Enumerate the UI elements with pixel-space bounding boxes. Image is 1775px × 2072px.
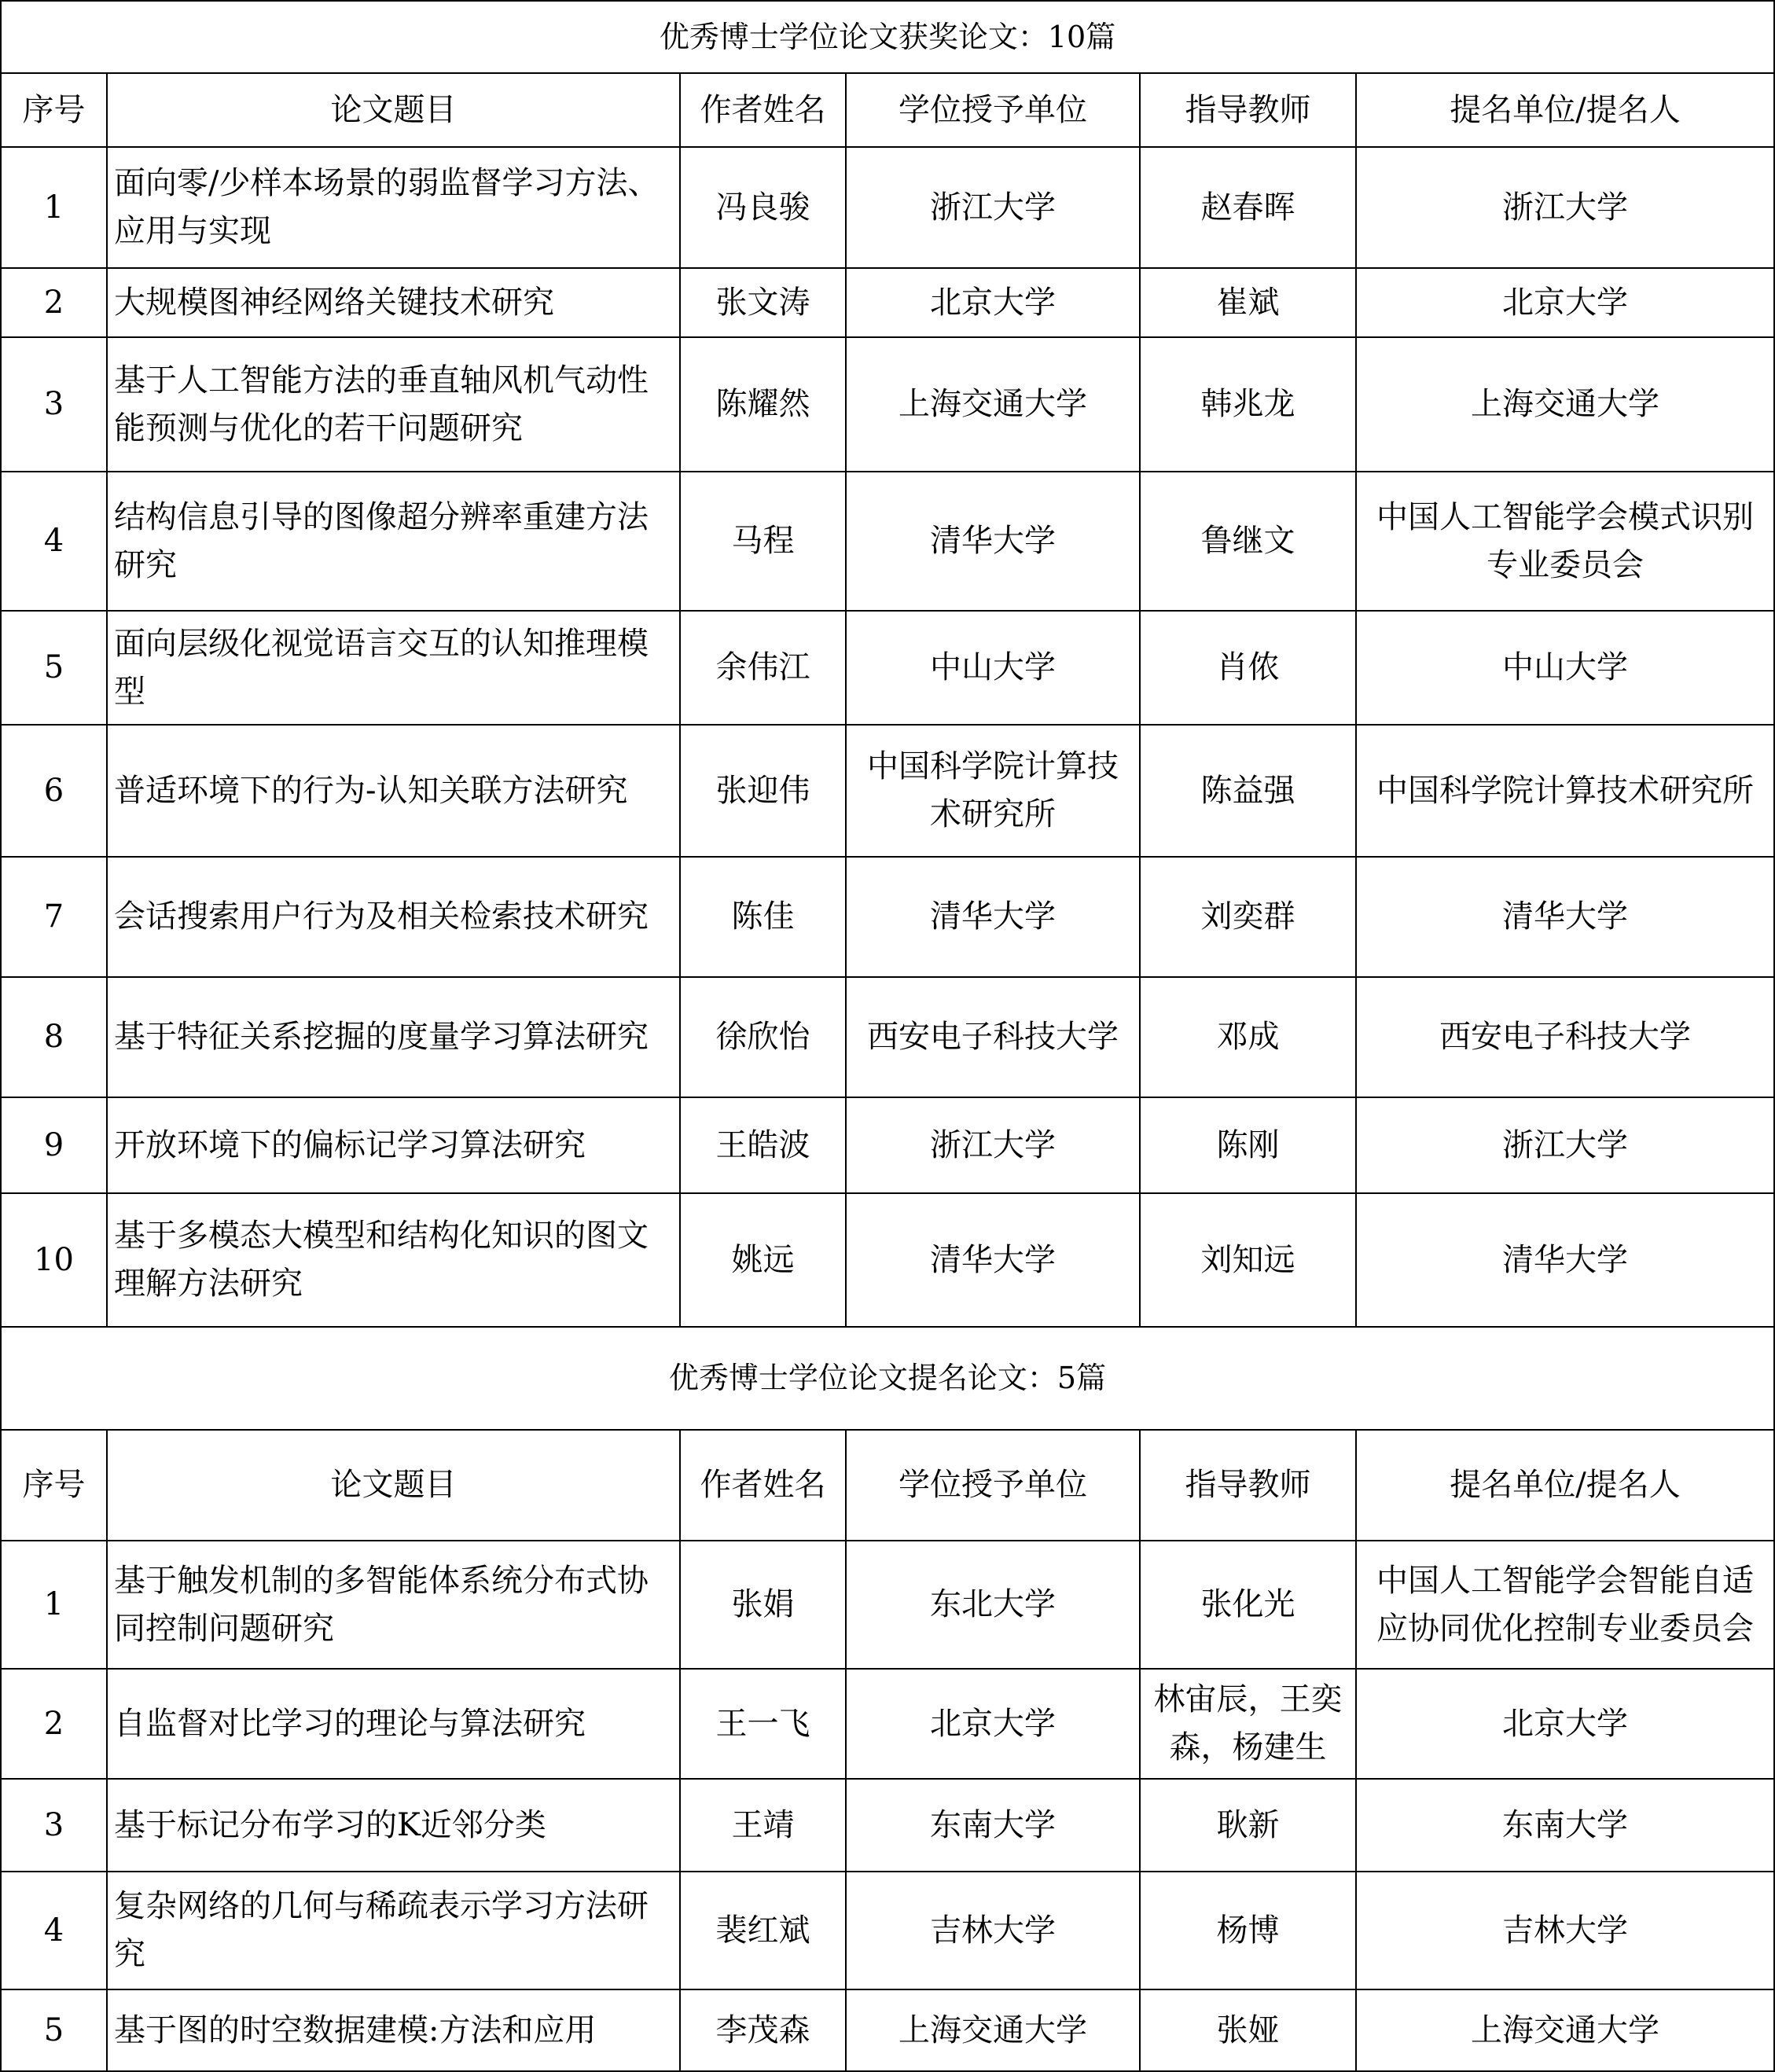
header-author: 作者姓名	[680, 1430, 846, 1541]
row-no: 8	[1, 977, 107, 1097]
header-nominator: 提名单位/提名人	[1356, 1430, 1774, 1541]
header-advisor: 指导教师	[1140, 73, 1356, 147]
section-title: 优秀博士学位论文获奖论文：10篇	[1, 1, 1774, 73]
row-institution: 浙江大学	[846, 1097, 1140, 1193]
row-author: 李茂森	[680, 1989, 846, 2071]
table-row	[1, 1541, 1774, 1669]
row-no: 2	[1, 268, 107, 337]
row-no: 5	[1, 611, 107, 725]
row-institution: 上海交通大学	[846, 1989, 1140, 2071]
row-advisor: 张娅	[1140, 1989, 1356, 2071]
row-nominator: 清华大学	[1356, 857, 1774, 977]
row-author: 王一飞	[680, 1669, 846, 1779]
row-institution: 清华大学	[846, 1193, 1140, 1327]
section-title: 优秀博士学位论文提名论文：5篇	[1, 1327, 1774, 1430]
table-row	[1, 1193, 1774, 1327]
header-author: 作者姓名	[680, 73, 846, 147]
row-no: 10	[1, 1193, 107, 1327]
row-title: 自监督对比学习的理论与算法研究	[107, 1669, 680, 1779]
row-nominator: 上海交通大学	[1356, 337, 1774, 472]
row-title: 普适环境下的行为-认知关联方法研究	[107, 725, 680, 857]
row-nominator: 西安电子科技大学	[1356, 977, 1774, 1097]
row-author: 张文涛	[680, 268, 846, 337]
row-advisor: 耿新	[1140, 1779, 1356, 1872]
row-no: 7	[1, 857, 107, 977]
table-row	[1, 147, 1774, 268]
table-row	[1, 1989, 1774, 2071]
row-title: 基于多模态大模型和结构化知识的图文理解方法研究	[107, 1193, 680, 1327]
row-nominator: 上海交通大学	[1356, 1989, 1774, 2071]
table-row	[1, 268, 1774, 337]
row-author: 余伟江	[680, 611, 846, 725]
row-title: 基于图的时空数据建模:方法和应用	[107, 1989, 680, 2071]
row-nominator: 吉林大学	[1356, 1872, 1774, 1989]
row-title: 结构信息引导的图像超分辨率重建方法研究	[107, 472, 680, 611]
row-advisor: 刘知远	[1140, 1193, 1356, 1327]
row-author: 张迎伟	[680, 725, 846, 857]
row-nominator: 北京大学	[1356, 1669, 1774, 1779]
table-row	[1, 1872, 1774, 1989]
table-row	[1, 857, 1774, 977]
table-row	[1, 337, 1774, 472]
header-institution: 学位授予单位	[846, 73, 1140, 147]
row-title: 面向零/少样本场景的弱监督学习方法、应用与实现	[107, 147, 680, 268]
row-institution: 上海交通大学	[846, 337, 1140, 472]
row-title: 基于人工智能方法的垂直轴风机气动性能预测与优化的若干问题研究	[107, 337, 680, 472]
row-nominator: 清华大学	[1356, 1193, 1774, 1327]
table-row	[1, 472, 1774, 611]
row-author: 陈耀然	[680, 337, 846, 472]
table-row	[1, 1097, 1774, 1193]
row-no: 4	[1, 1872, 107, 1989]
header-nominator: 提名单位/提名人	[1356, 73, 1774, 147]
section-title-row	[1, 1327, 1774, 1430]
row-nominator: 浙江大学	[1356, 147, 1774, 268]
row-institution: 清华大学	[846, 857, 1140, 977]
row-title: 基于标记分布学习的K近邻分类	[107, 1779, 680, 1872]
row-no: 3	[1, 337, 107, 472]
row-institution: 中山大学	[846, 611, 1140, 725]
row-nominator: 中山大学	[1356, 611, 1774, 725]
row-no: 5	[1, 1989, 107, 2071]
row-institution: 北京大学	[846, 1669, 1140, 1779]
row-no: 1	[1, 147, 107, 268]
table-row	[1, 977, 1774, 1097]
row-no: 3	[1, 1779, 107, 1872]
row-advisor: 陈刚	[1140, 1097, 1356, 1193]
row-institution: 浙江大学	[846, 147, 1140, 268]
table-row	[1, 1669, 1774, 1779]
row-nominator: 中国科学院计算技术研究所	[1356, 725, 1774, 857]
header-title: 论文题目	[107, 73, 680, 147]
table-header-row	[1, 1430, 1774, 1541]
row-author: 冯良骏	[680, 147, 846, 268]
row-author: 徐欣怡	[680, 977, 846, 1097]
row-nominator: 中国人工智能学会智能自适应协同优化控制专业委员会	[1356, 1541, 1774, 1669]
row-institution: 中国科学院计算技术研究所	[846, 725, 1140, 857]
row-nominator: 北京大学	[1356, 268, 1774, 337]
row-title: 基于特征关系挖掘的度量学习算法研究	[107, 977, 680, 1097]
row-advisor: 林宙辰，王奕森，杨建生	[1140, 1669, 1356, 1779]
row-no: 2	[1, 1669, 107, 1779]
header-institution: 学位授予单位	[846, 1430, 1140, 1541]
row-author: 姚远	[680, 1193, 846, 1327]
row-title: 复杂网络的几何与稀疏表示学习方法研究	[107, 1872, 680, 1989]
row-institution: 清华大学	[846, 472, 1140, 611]
header-advisor: 指导教师	[1140, 1430, 1356, 1541]
row-advisor: 杨博	[1140, 1872, 1356, 1989]
awards-table-body	[1, 1, 1774, 2071]
table-row	[1, 611, 1774, 725]
row-title: 面向层级化视觉语言交互的认知推理模型	[107, 611, 680, 725]
row-institution: 东北大学	[846, 1541, 1140, 1669]
row-author: 王皓波	[680, 1097, 846, 1193]
row-advisor: 邓成	[1140, 977, 1356, 1097]
row-nominator: 中国人工智能学会模式识别专业委员会	[1356, 472, 1774, 611]
row-title: 基于触发机制的多智能体系统分布式协同控制问题研究	[107, 1541, 680, 1669]
row-title: 大规模图神经网络关键技术研究	[107, 268, 680, 337]
row-institution: 北京大学	[846, 268, 1140, 337]
row-advisor: 陈益强	[1140, 725, 1356, 857]
section-title-row	[1, 1, 1774, 73]
table-row	[1, 725, 1774, 857]
row-advisor: 刘奕群	[1140, 857, 1356, 977]
row-advisor: 张化光	[1140, 1541, 1356, 1669]
row-author: 裴红斌	[680, 1872, 846, 1989]
row-title: 会话搜索用户行为及相关检索技术研究	[107, 857, 680, 977]
row-author: 王靖	[680, 1779, 846, 1872]
row-nominator: 浙江大学	[1356, 1097, 1774, 1193]
table-header-row	[1, 73, 1774, 147]
row-advisor: 韩兆龙	[1140, 337, 1356, 472]
row-institution: 吉林大学	[846, 1872, 1140, 1989]
row-institution: 东南大学	[846, 1779, 1140, 1872]
header-no: 序号	[1, 1430, 107, 1541]
row-no: 4	[1, 472, 107, 611]
row-no: 6	[1, 725, 107, 857]
row-author: 陈佳	[680, 857, 846, 977]
table-row	[1, 1779, 1774, 1872]
row-advisor: 崔斌	[1140, 268, 1356, 337]
row-author: 张娟	[680, 1541, 846, 1669]
row-advisor: 肖侬	[1140, 611, 1356, 725]
row-advisor: 鲁继文	[1140, 472, 1356, 611]
row-no: 1	[1, 1541, 107, 1669]
row-institution: 西安电子科技大学	[846, 977, 1140, 1097]
header-title: 论文题目	[107, 1430, 680, 1541]
row-no: 9	[1, 1097, 107, 1193]
row-nominator: 东南大学	[1356, 1779, 1774, 1872]
row-author: 马程	[680, 472, 846, 611]
header-no: 序号	[1, 73, 107, 147]
row-advisor: 赵春晖	[1140, 147, 1356, 268]
row-title: 开放环境下的偏标记学习算法研究	[107, 1097, 680, 1193]
